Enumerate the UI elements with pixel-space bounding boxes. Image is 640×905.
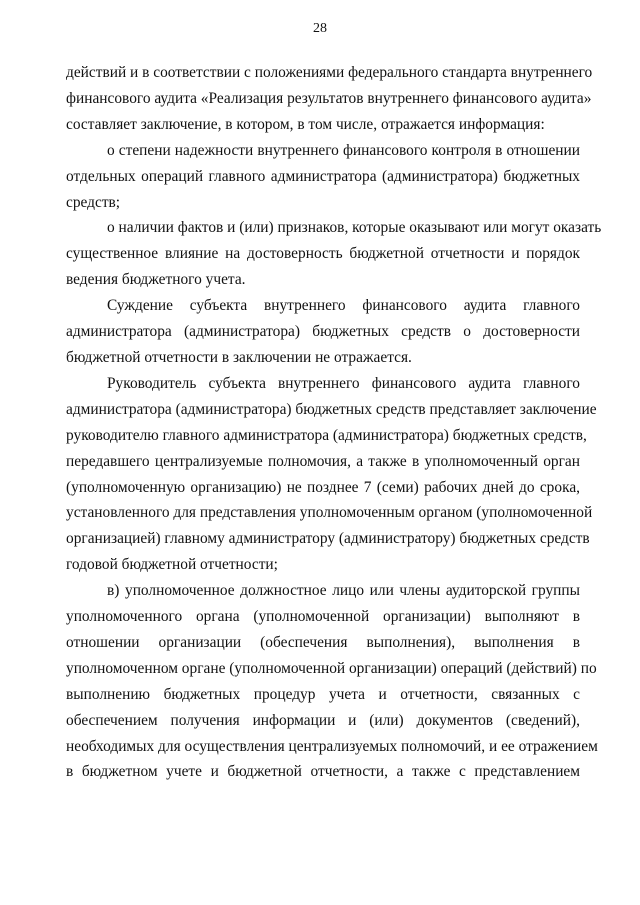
paragraph-line: о наличии фактов и (или) признаков, которые оказывают или могут оказать [107,219,602,237]
paragraph-line: уполномоченного органа (уполномоченной организации) выполняют в [66,608,580,626]
paragraph-line: ведения бюджетного учета. [66,271,246,289]
paragraph-line: составляет заключение, в котором, в том числе, отражается информация: [66,115,545,133]
document-body [66,60,602,785]
paragraph-line: отношении организации (обеспечения выполнения), выполнения в [66,633,580,651]
paragraph-line: руководителю главного администратора (администратора) бюджетных средств, [66,426,587,444]
paragraph-line: (уполномоченную организацию) не позднее 7 (семи) рабочих дней до срока, [66,478,580,496]
paragraph-line: о степени надежности внутреннего финансового контроля в отношении [107,141,580,159]
paragraph-line: годовой бюджетной отчетности; [66,556,278,574]
paragraph-conclusion-intro [66,60,593,138]
paragraph-line: Руководитель субъекта внутреннего финансового аудита главного [107,374,580,392]
paragraph-line: финансового аудита «Реализация результатов внутреннего финансового аудита» [66,89,592,107]
paragraph-item-v [66,578,598,785]
paragraph-line: существенное влияние на достоверность бюджетной отчетности и порядок [66,245,580,263]
paragraph-line: обеспечением получения информации и (или) документов (сведений), [66,711,580,729]
paragraph-line: в) уполномоченное должностное лицо или члены аудиторской группы [107,582,580,600]
paragraph-line: администратора (администратора) бюджетных средств представляет заключение [66,400,597,418]
paragraph-head-submission [66,371,597,578]
paragraph-facts [66,215,602,293]
paragraph-reliability [66,138,580,216]
paragraph-line: уполномоченном органе (уполномоченной организации) операций (действий) по [66,659,597,677]
paragraph-line: администратора (администратора) бюджетных средств о достоверности [66,323,580,341]
paragraph-line: передавшего централизуемые полномочия, а также в уполномоченный орган [66,452,580,470]
paragraph-line: действий и в соответствии с положениями федерального стандарта внутреннего [66,64,593,81]
paragraph-line: выполнению бюджетных процедур учета и отчетности, связанных с [66,685,580,703]
paragraph-line: необходимых для осуществления централизуемых полномочий, и ее отражением [66,737,598,755]
paragraph-line: установленного для представления уполномоченным органом (уполномоченной [66,504,593,522]
paragraph-judgment [66,293,580,371]
paragraph-line: организацией) главному администратору (администратору) бюджетных средств [66,530,590,548]
paragraph-line: Суждение субъекта внутреннего финансового аудита главного [107,297,580,315]
page-number: 28 [313,21,327,36]
paragraph-line: средств; [66,193,121,211]
paragraph-line: отдельных операций главного администратора (администратора) бюджетных [66,167,580,185]
paragraph-line: бюджетной отчетности в заключении не отражается. [66,348,412,366]
paragraph-line: в бюджетном учете и бюджетной отчетности, а также с представлением [66,763,580,781]
